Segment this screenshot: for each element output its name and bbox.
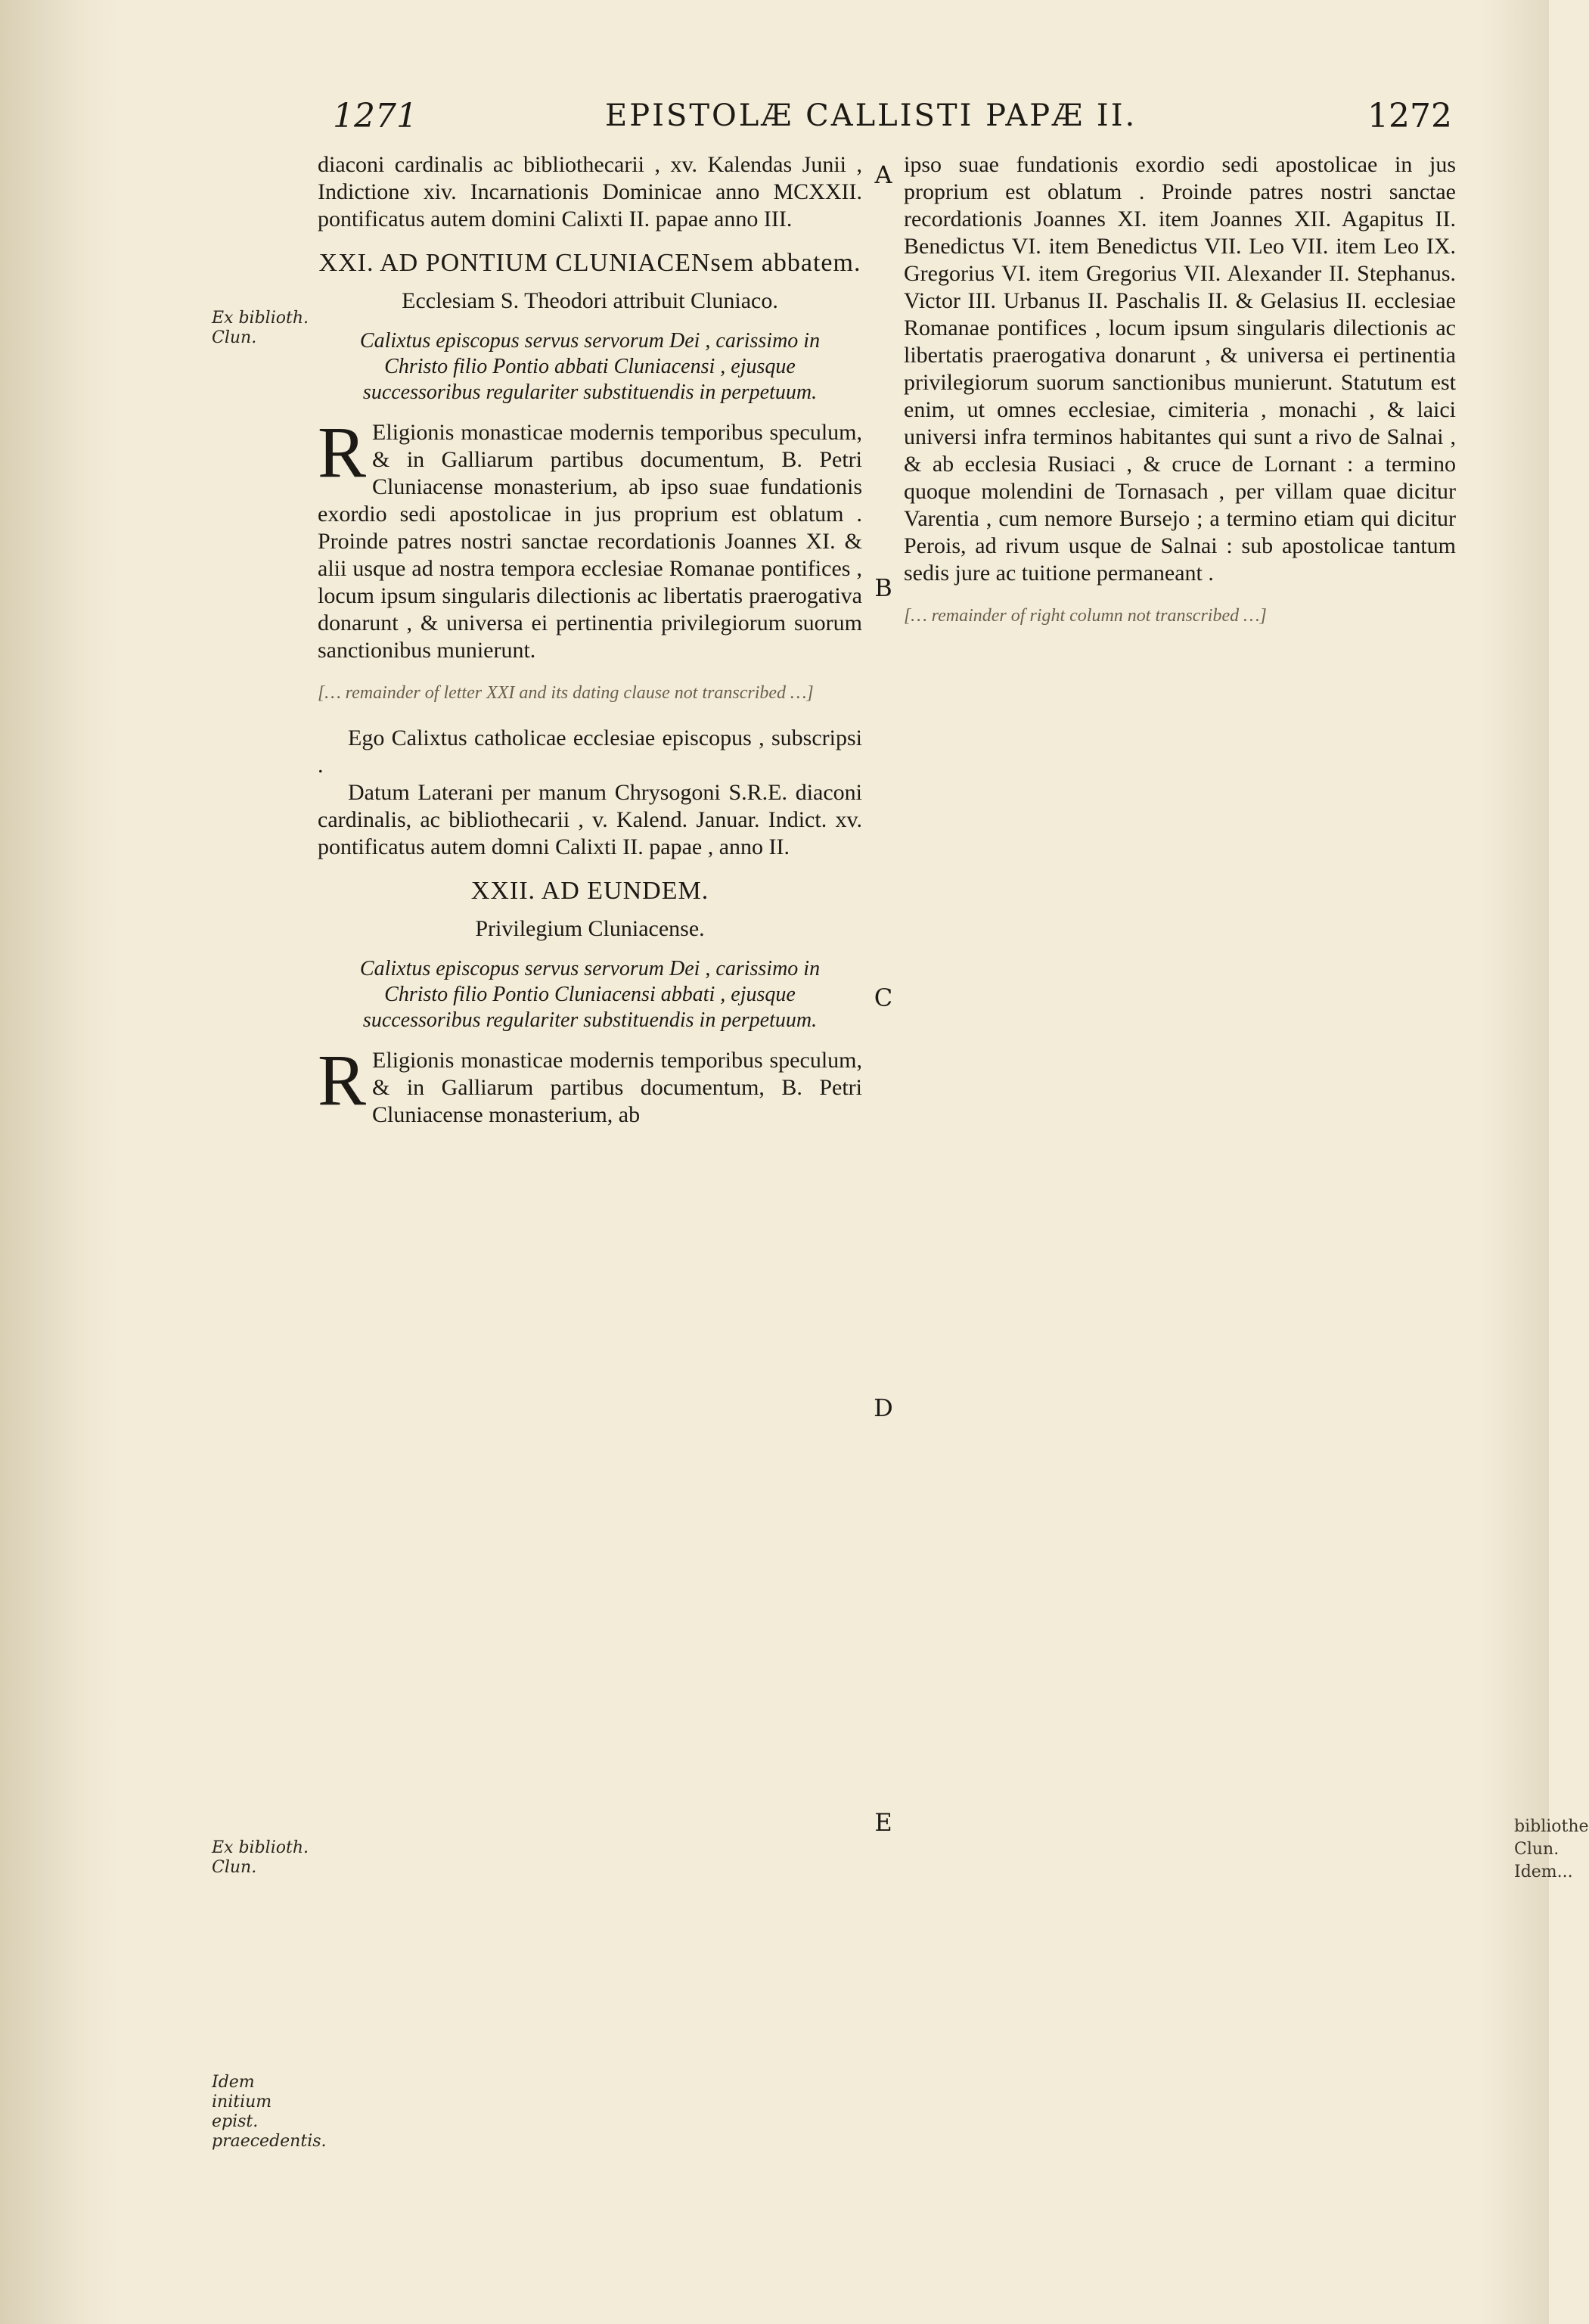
letter-21-body [318,412,862,664]
letter-22-salutation: Calixtus episcopus servus servorum Dei , carissimo in Christo filio Pontio Cluniacensi abbati , ejusque successoribus regulariter substituendis in perpetuum. [359,957,821,1032]
section-letter-a: A [874,160,892,189]
letter-22-text: Eligionis monasticae modernis temporibus speculum, & in Galliarum partibus documentum, B. Petri Cluniacense monasterium, ab [372,1048,862,1127]
margin-note: Idem initium epist. praecedentis. [212,2073,327,2151]
letter-21-title: XXI. AD PONTIUM CLUNIACENsem abbatem. [318,249,861,277]
drop-cap: R [318,1039,367,1120]
letter-21-signoff: Ego Calixtus catholicae ecclesiae episcopus , subscripsi . [318,725,862,778]
right-column-text: ipso suae fundationis exordio sedi apostolicae in jus proprium est oblatum . Proinde patres nostri sanctae recordationis Joannes XI. item Joannes XII. Agapitus II. Benedictus VI. item Benedictus VII. Leo VII. item Leo IX. Gregorius VI. item Gregorius VII. Alexander II. Stephanus. Victor III. Urbanus II. Paschalis II. & Gelasius II. ecclesiae Romanae pontifices , locum ipsum singularis dilectionis ac libertatis praerogativa donarunt , & universa ei pertinentia privilegiorum suorum sanctionibus munierunt. Statutum est enim, ut omnes ecclesiae, cimiteria , monachi , & laici universi infra terminos habitantes qui sunt a rivo de Salnai , & ab ecclesia Rusiaci , & cruce de Lornant : a termino quoque molendini de Tornasach , per villam quae dicitur Varentia , cum nemore Bursejo ; a termino etiam qui dicitur Perois, ad rivum usque de Salnai : sub apostolicae tantum sedis jure ac tuitione permaneant . [904,152,1456,586]
letter-21-dating: Datum Laterani per manum Chrysogoni S.R.E. diaconi cardinalis, ac bibliothecarii , v. Kalend. Januar. Indict. xv. pontificatus autem domni Calixti II. papae , anno II. [318,780,862,859]
letter-21-subtitle: Ecclesiam S. Theodori attribuit Cluniaco. [402,288,778,313]
margin-note: Ex biblioth. Clun. [212,309,309,347]
right-column [904,151,1456,629]
letter-22-subtitle: Privilegium Cluniacense. [475,916,705,941]
drop-cap: R [318,412,367,492]
page-edge-right [1481,0,1589,2324]
running-title: EPISTOLÆ CALLISTI PAPÆ II. [605,98,1137,133]
left-column [318,151,862,1129]
adjacent-page-fragment: bibliothe Clun. Idem... [1514,1817,1589,1881]
section-letter-c: C [874,983,893,1012]
letter-intro-dating: diaconi cardinalis ac bibliothecarii , xv. Kalendas Junii , Indictione xiv. Incarnationis Dominicae anno MCXXII. pontificatus autem domini Calixti II. papae anno III. [318,152,862,231]
transcription-gap: [… remainder of letter XXI and its dating clause not transcribed …] [318,683,814,703]
letter-22-body [318,1039,862,1129]
running-header [333,97,1452,150]
letter-21-salutation: Calixtus episcopus servus servorum Dei , carissimo in Christo filio Pontio abbati Cluniacensi , ejusque successoribus regulariter substituendis in perpetuum. [359,329,821,404]
section-letter-e: E [874,1808,892,1837]
margin-note: Ex biblioth. Clun. [212,1838,309,1877]
page-number-left: 1271 [333,97,417,135]
section-letter-b: B [874,573,892,602]
page-gutter-left [0,0,121,2324]
letter-22-title: XXII. AD EUNDEM. [470,877,709,905]
page-number-right: 1272 [1367,97,1452,135]
transcription-gap: [… remainder of right column not transcribed …] [904,606,1267,626]
letter-21-text: Eligionis monasticae modernis temporibus speculum, & in Galliarum partibus documentum, B. Petri Cluniacense monasterium, ab ipso suae fundationis exordio sedi apostolicae in jus proprium est oblatum . Proinde patres nostri sanctae recordationis Joannes XI. & alii usque ad nostra tempora ecclesiae Romanae pontifices , locum ipsum singularis dilectionis ac libertatis praerogativa donarunt , & universa ei pertinentia privilegiorum suorum sanctionibus munierunt. [318,420,862,663]
section-letter-d: D [874,1393,893,1422]
